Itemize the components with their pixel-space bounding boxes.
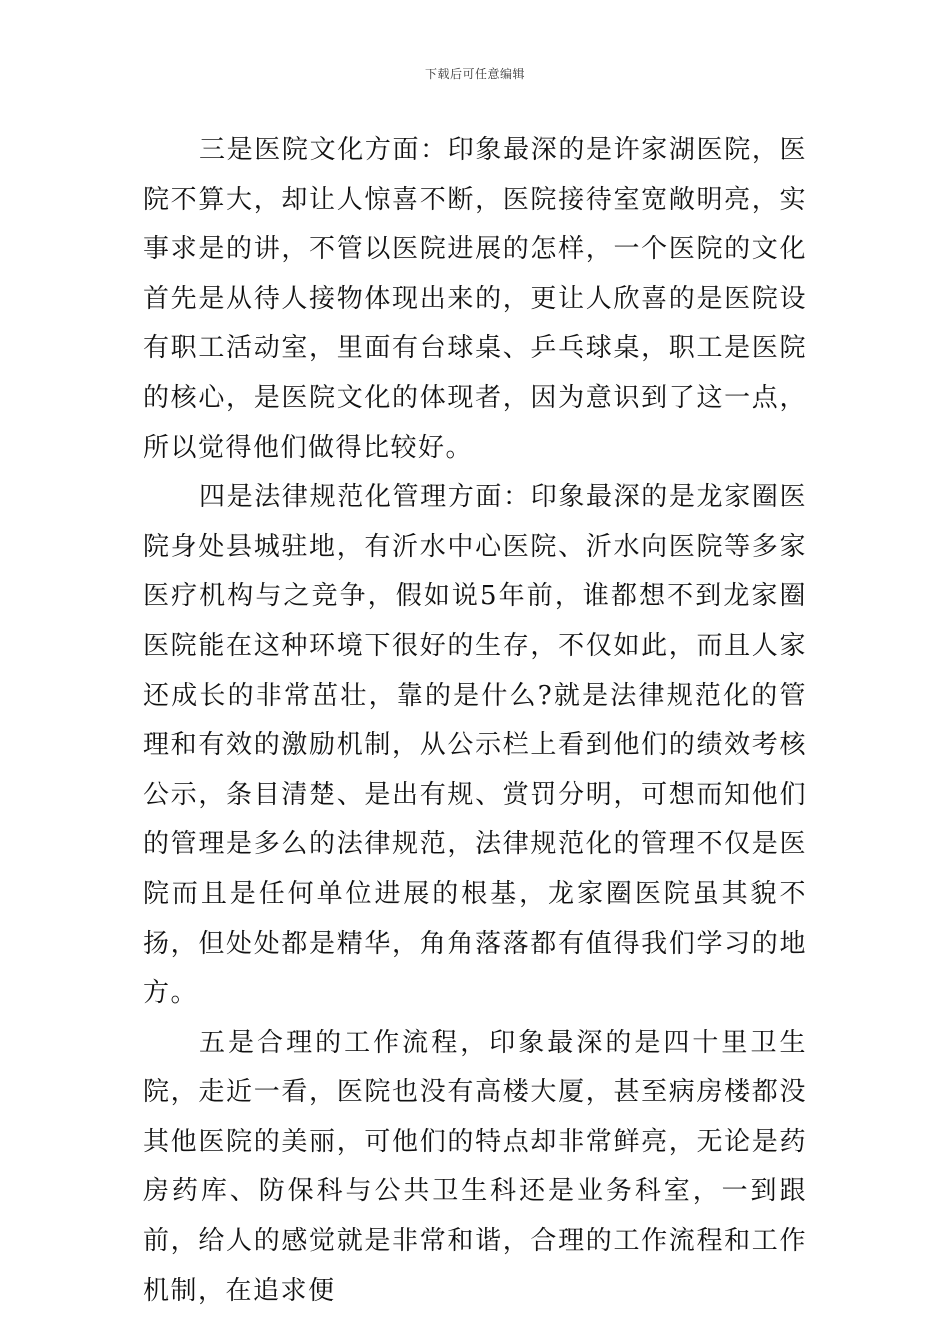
paragraph-hospital-culture: 三是医院文化方面：印象最深的是许家湖医院，医院不算大，却让人惊喜不断，医院接待室宽敞明亮，实事求是的讲，不管以医院进展的怎样，一个医院的文化首先是从待人接物体现出来的，更让人欣喜的是医院设有职工活动室，里面有台球桌、乒乓球桌，职工是医院的核心，是医院文化的体现者，因为意识到了这一点，所以觉得他们做得比较好。 — [143, 135, 807, 463]
paragraph-legal-management: 四是法律规范化管理方面：印象最深的是龙家圈医院身处县城驻地，有沂水中心医院、沂水向医院等多家医疗机构与之竞争，假如说5年前，谁都想不到龙家圈医院能在这种环境下很好的生存，不仅如此，而且人家还成长的非常茁壮，靠的是什么?就是法律规范化的管理和有效的激励机制，从公示栏上看到他们的绩效考核公示，条目清楚、是出有规、赏罚分明，可想而知他们的管理是多么的法律规范，法律规范化的管理不仅是医院而且是任何单位进展的根基，龙家圈医院虽其貌不扬，但处处都是精华，角角落落都有值得我们学习的地方。 — [143, 482, 807, 1009]
paragraph-work-process: 五是合理的工作流程，印象最深的是四十里卫生院，走近一看，医院也没有高楼大厦，甚至病房楼都没其他医院的美丽，可他们的特点却非常鲜亮，无论是药房药库、防保科与公共卫生科还是业务科室，一到跟前，给人的感觉就是非常和谐，合理的工作流程和工作机制，在追求便 — [143, 1027, 807, 1306]
document-body — [143, 126, 807, 1316]
page-header-note: 下载后可任意编辑 — [424, 67, 525, 81]
